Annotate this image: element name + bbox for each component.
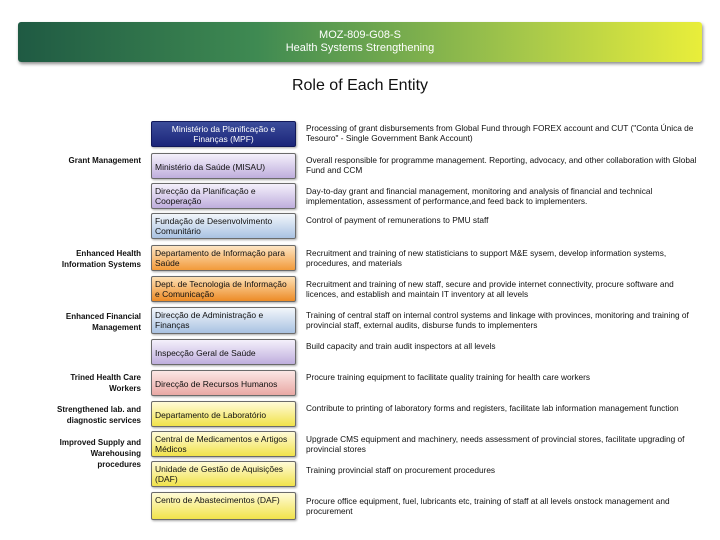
- category-label: Strengthened lab. and diagnostic services: [56, 405, 141, 425]
- entity-box: Dept. de Tecnologia de Informação e Comunicação: [151, 276, 296, 302]
- role-description: Contribute to printing of laboratory forms and registers, facilitate lab information management function: [306, 403, 679, 413]
- entity-box: Fundação de Desenvolvimento Comunitário: [151, 213, 296, 239]
- category-label: Trined Health Care Workers: [70, 373, 141, 393]
- header-subtitle: Health Systems Strengthening: [285, 42, 435, 54]
- category-label: Improved Supply and Warehousing procedures: [59, 438, 141, 469]
- role-description: Recruitment and training of new statisticians to support M&E sysem, develop information systems, procedures, and materials: [306, 248, 667, 268]
- role-description: Recruitment and training of new staff, secure and provide internet connectivity, procure software and licences, and establish and maintain IT inventory at all levels: [306, 279, 674, 299]
- category-label: Grant Management: [68, 156, 141, 165]
- category-label: Enhanced Financial Management: [65, 312, 141, 332]
- entity-box: Ministério da Saúde (MISAU): [151, 153, 296, 179]
- role-description: Day-to-day grant and financial management, monitoring and analysis of financial and technical implementation, assessment of performance,and feed back to implementers.: [306, 186, 653, 206]
- role-description: Build capacity and train audit inspectors at all levels: [306, 341, 496, 351]
- role-description: Training of central staff on internal control systems and linkage with provinces, monitoring and training of provincial staff, external audits, disburse funds to implementers: [306, 310, 689, 330]
- entity-box: Departamento de Informação para Saúde: [151, 245, 296, 271]
- entity-box: Centro de Abastecimentos (DAF): [151, 492, 296, 520]
- entity-box: Direcção da Planificação e Cooperação: [151, 183, 296, 209]
- entity-box: Central de Medicamentos e Artigos Médicos: [151, 431, 296, 457]
- entity-box: Unidade de Gestão de Aquisições (DAF): [151, 461, 296, 487]
- category-label: Enhanced Health Information Systems: [61, 249, 141, 269]
- entity-box: Inspecção Geral de Saúde: [151, 339, 296, 365]
- role-description: Control of payment of remunerations to PMU staff: [306, 215, 489, 225]
- role-description: Overall responsible for programme management. Reporting, advocacy, and other collaboration with Global Fund and CCM: [306, 155, 697, 175]
- header-banner: [18, 22, 702, 62]
- entity-box: Direcção de Administração e Finanças: [151, 307, 296, 334]
- role-description: Training provincial staff on procurement procedures: [306, 465, 496, 475]
- role-description: Procure office equipment, fuel, lubricants etc, training of staff at all levels onstock management and procurement: [306, 496, 670, 516]
- role-description: Upgrade CMS equipment and machinery, needs assessment of provincial stores, facilitate upgrading of provincial stores: [306, 434, 685, 454]
- entity-box: Departamento de Laboratório: [151, 401, 296, 427]
- role-description: Procure training equipment to facilitate quality training for health care workers: [306, 372, 591, 382]
- role-description: Processing of grant disbursements from Global Fund through FOREX account and CUT ("Conta Única de Tesouro" - Single Government Bank Account): [306, 123, 694, 143]
- entity-box: Ministério da Planificação e Finanças (MPF): [151, 121, 296, 147]
- entity-box: Direcção de Recursos Humanos: [151, 370, 296, 396]
- page-title: Role of Each Entity: [291, 77, 429, 94]
- header-code: MOZ-809-G08-S: [319, 29, 401, 41]
